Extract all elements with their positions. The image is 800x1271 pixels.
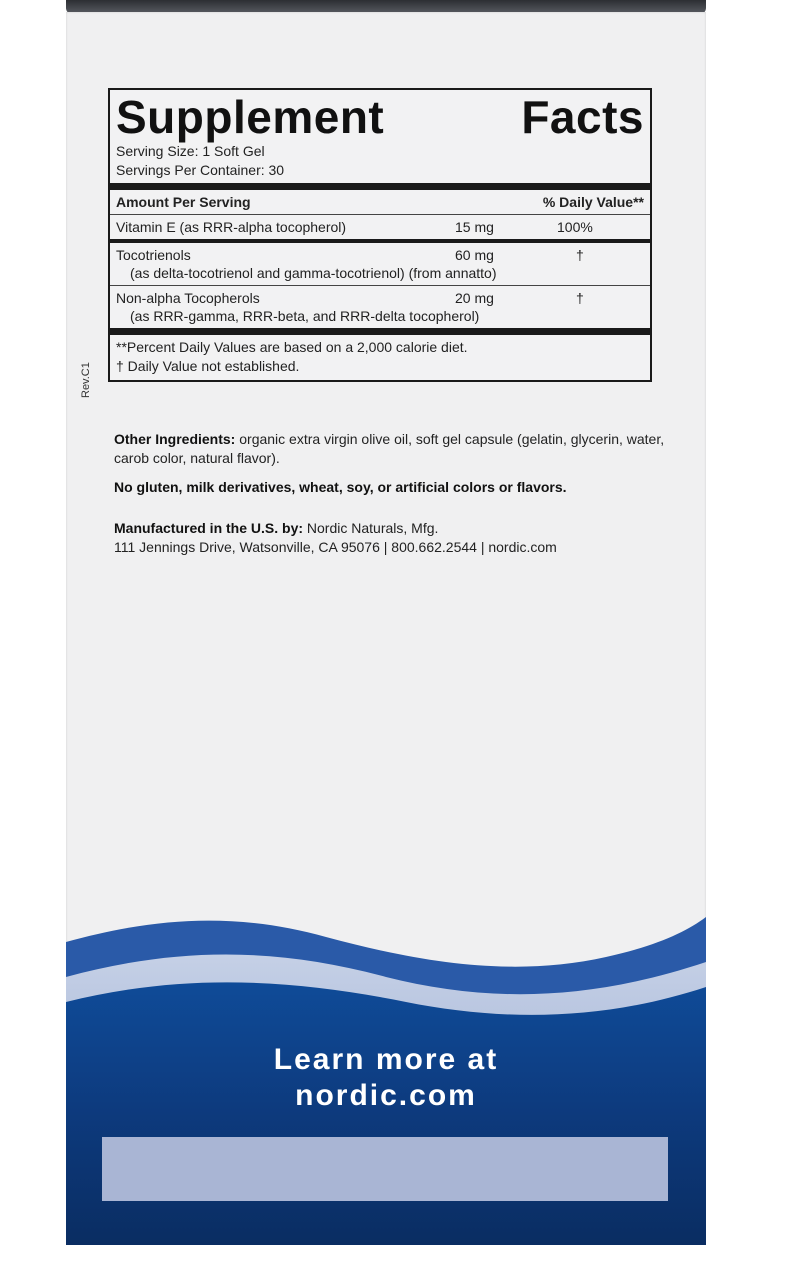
other-ingredients-label: Other Ingredients: <box>114 431 236 447</box>
manufacturer-address: 111 Jennings Drive, Watsonville, CA 95076 | 800.662.2544 | nordic.com <box>114 539 557 555</box>
other-ingredients-text: organic extra virgin olive oil, soft gel capsule (gelatin, glycerin, water, carob color, natural flavor). <box>114 431 665 466</box>
nutrient-dv: 100% <box>557 219 593 235</box>
manufacturer-label: Manufactured in the U.S. by: <box>114 520 304 536</box>
nutrient-name: Tocotrienols <box>116 247 191 263</box>
nutrient-row <box>110 286 650 328</box>
footnote-daily-values: **Percent Daily Values are based on a 2,000 calorie diet. <box>116 339 468 355</box>
allergen-statement: No gluten, milk derivatives, wheat, soy, or artificial colors or flavors. <box>114 479 567 495</box>
nutrient-dv: † <box>576 290 584 306</box>
blank-label-area <box>102 1137 668 1201</box>
nutrient-amount: 20 mg <box>455 290 494 306</box>
revision-code: Rev.C1 <box>80 362 92 398</box>
nutrient-source: (as delta-tocotrienol and gamma-tocotrienol) (from annatto) <box>130 265 497 281</box>
nutrient-source: (as RRR-gamma, RRR-beta, and RRR-delta tocopherol) <box>130 308 480 324</box>
supplement-facts-panel <box>108 88 652 382</box>
package-panel <box>66 12 706 1245</box>
learn-more-text <box>66 1042 706 1114</box>
nutrient-amount: 15 mg <box>455 219 494 235</box>
servings-per-container: Servings Per Container: 30 <box>116 162 285 178</box>
nutrient-name: Non-alpha Tocopherols <box>116 290 260 306</box>
facts-title-word1: Supplement <box>116 91 385 143</box>
nutrient-amount: 60 mg <box>455 247 494 263</box>
header-daily-value: % Daily Value** <box>542 194 644 210</box>
divider-thick <box>110 183 650 190</box>
footnote-not-established: † Daily Value not established. <box>116 358 300 374</box>
serving-size: Serving Size: 1 Soft Gel <box>116 143 265 159</box>
facts-title <box>110 90 650 142</box>
learn-more-line1: Learn more at <box>273 1043 499 1076</box>
facts-title-word2: Facts <box>521 91 644 143</box>
manufacturer-name: Nordic Naturals, Mfg. <box>306 520 439 536</box>
nutrient-row <box>110 215 650 239</box>
divider-thick <box>110 328 650 335</box>
other-ingredients <box>114 430 674 468</box>
learn-more-url: nordic.com <box>295 1079 477 1112</box>
header-amount: Amount Per Serving <box>116 194 251 210</box>
manufacturer-info <box>114 519 674 557</box>
nutrient-name: Vitamin E (as RRR-alpha tocopherol) <box>116 219 347 235</box>
facts-footnotes <box>110 335 650 380</box>
facts-header-row <box>110 190 650 214</box>
nutrient-row <box>110 243 650 285</box>
nutrient-dv: † <box>576 247 584 263</box>
